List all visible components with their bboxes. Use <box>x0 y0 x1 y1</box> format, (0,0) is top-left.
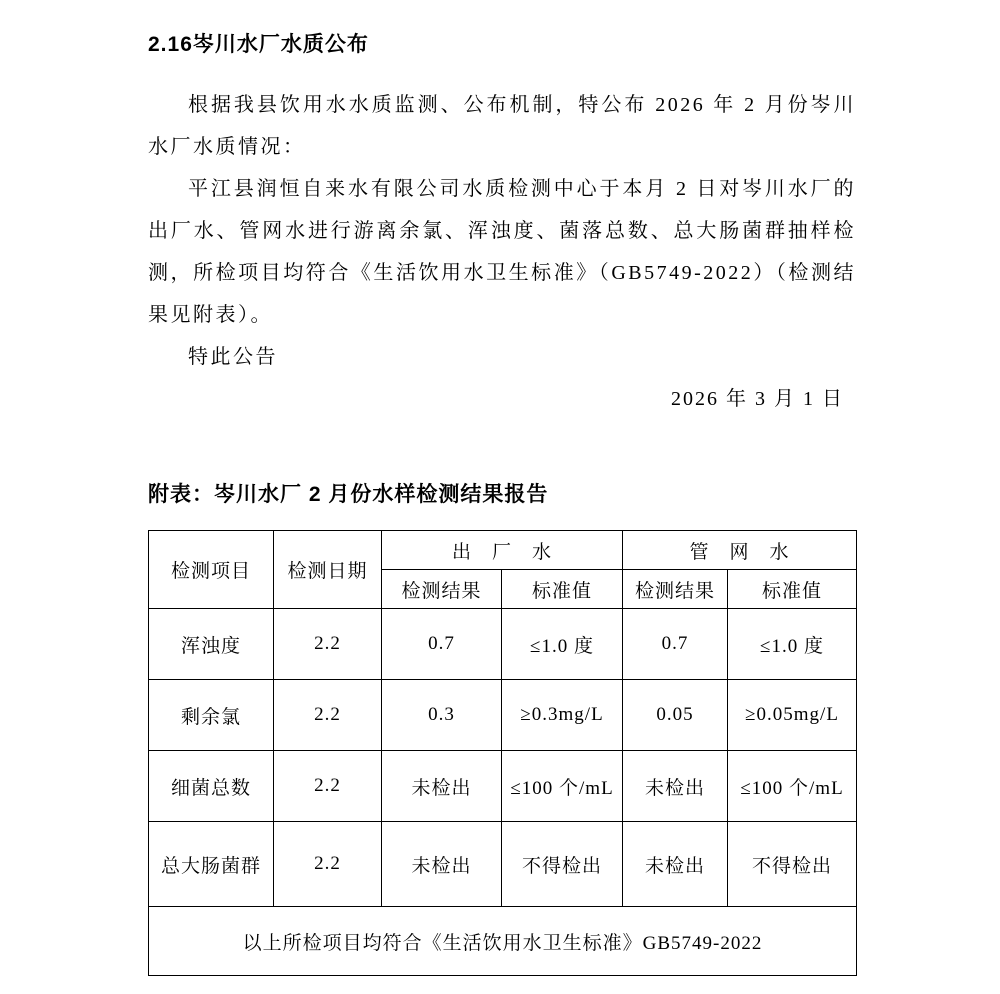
cell-item: 剩余氯 <box>149 680 274 751</box>
table-footer-note: 以上所检项目均符合《生活饮用水卫生标准》GB5749-2022 <box>149 907 857 976</box>
paragraph-detail: 平江县润恒自来水有限公司水质检测中心于本月 2 日对岑川水厂的出厂水、管网水进行游离余氯、浑浊度、菌落总数、总大肠菌群抽样检测，所检项目均符合《生活饮用水卫生标准》（GB5749-2022）（检测结果见附表）。 <box>148 178 856 326</box>
cell-factory-standard: 不得检出 <box>502 822 623 907</box>
cell-network-result: 0.7 <box>623 609 728 680</box>
cell-date: 2.2 <box>274 751 382 822</box>
cell-item: 浑浊度 <box>149 609 274 680</box>
cell-network-standard: ≤100 个/mL <box>728 751 857 822</box>
table-row-residual-chlorine <box>149 680 857 751</box>
document-page <box>148 28 856 976</box>
cell-network-result: 0.05 <box>623 680 728 751</box>
cell-factory-result: 未检出 <box>382 751 502 822</box>
col-header-network-water: 管 网 水 <box>623 531 857 570</box>
cell-item: 细菌总数 <box>149 751 274 822</box>
col-header-factory-water: 出 厂 水 <box>382 531 623 570</box>
cell-factory-result: 未检出 <box>382 822 502 907</box>
cell-network-result: 未检出 <box>623 751 728 822</box>
cell-item: 总大肠菌群 <box>149 822 274 907</box>
col-header-factory-result: 检测结果 <box>382 570 502 609</box>
cell-factory-result: 0.3 <box>382 680 502 751</box>
cell-factory-standard: ≥0.3mg/L <box>502 680 623 751</box>
cell-network-standard: 不得检出 <box>728 822 857 907</box>
table-row-turbidity <box>149 609 857 680</box>
col-header-network-standard: 标准值 <box>728 570 857 609</box>
cell-network-standard: ≥0.05mg/L <box>728 680 857 751</box>
water-quality-table <box>148 530 857 976</box>
col-header-date: 检测日期 <box>274 531 382 609</box>
cell-network-result: 未检出 <box>623 822 728 907</box>
cell-date: 2.2 <box>274 822 382 907</box>
cell-date: 2.2 <box>274 680 382 751</box>
table-row-total-coliform <box>149 822 857 907</box>
cell-factory-result: 0.7 <box>382 609 502 680</box>
col-header-factory-standard: 标准值 <box>502 570 623 609</box>
paragraph-notice: 特此公告 <box>188 346 278 368</box>
table-footer-row <box>149 907 857 976</box>
date-line: 2026 年 3 月 1 日 <box>671 388 844 410</box>
col-header-item: 检测项目 <box>149 531 274 609</box>
cell-factory-standard: ≤1.0 度 <box>502 609 623 680</box>
table-row-bacteria-count <box>149 751 857 822</box>
cell-date: 2.2 <box>274 609 382 680</box>
cell-factory-standard: ≤100 个/mL <box>502 751 623 822</box>
table-title: 附表：岑川水厂 2 月份水样检测结果报告 <box>148 483 549 506</box>
col-header-network-result: 检测结果 <box>623 570 728 609</box>
table-header-row-1 <box>149 531 857 570</box>
cell-network-standard: ≤1.0 度 <box>728 609 857 680</box>
document-title: 2.16岑川水厂水质公布 <box>148 33 369 56</box>
paragraph-announcement: 根据我县饮用水水质监测、公布机制，特公布 2026 年 2 月份岑川水厂水质情况： <box>148 94 856 158</box>
